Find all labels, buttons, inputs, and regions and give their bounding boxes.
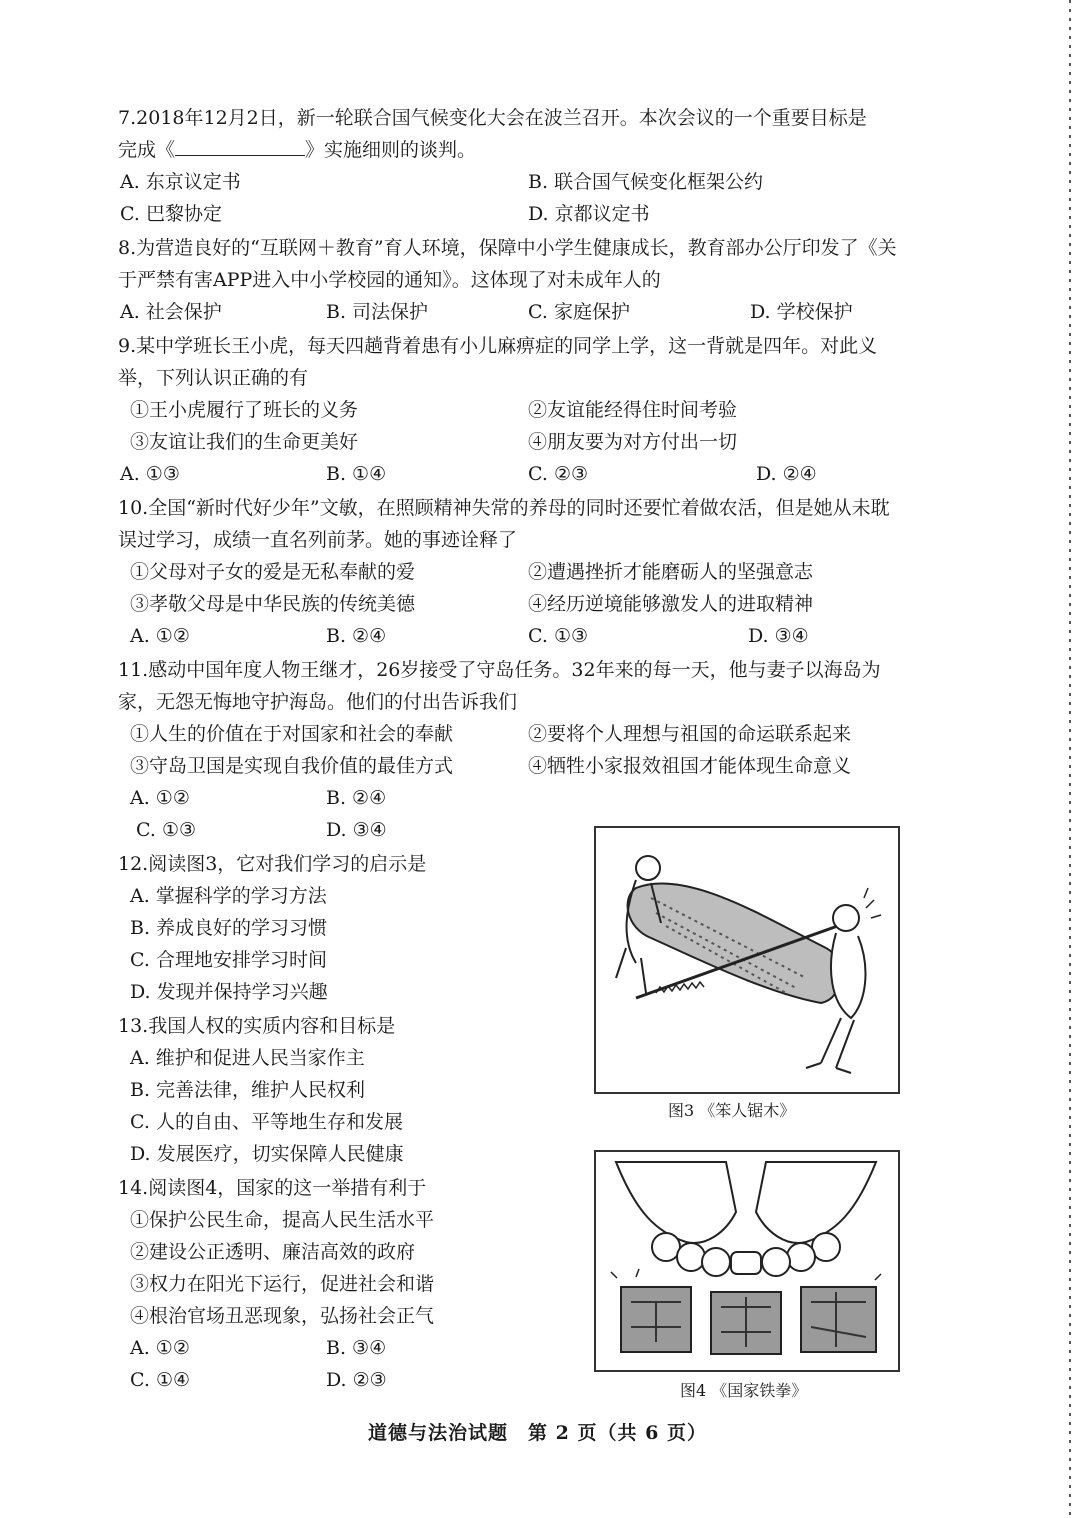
question-stem: 感动中国年度人物王继才，26岁接受了守岛任务。32年来的每一天，他与妻子以海岛为 <box>148 659 881 681</box>
question-stem: 我国人权的实质内容和目标是 <box>148 1015 396 1037</box>
statement-4: ④经历逆境能够激发人的进取精神 <box>528 593 814 615</box>
statement-1: ①保护公民生命，提高人民生活水平 <box>130 1209 435 1231</box>
question-stem: 于严禁有害APP进入中小学校园的通知》。这体现了对未成年人的 <box>118 269 661 291</box>
statement-4: ④朋友要为对方付出一切 <box>528 431 738 453</box>
question-9 <box>118 330 978 394</box>
option-c: C. ②③ <box>528 463 589 485</box>
option-a: A. ①② <box>130 625 190 647</box>
question-number: 9. <box>118 335 137 357</box>
option-d: D. ②④ <box>756 463 817 485</box>
question-stem: 完成《 <box>118 139 176 161</box>
question-stem: 》实施细则的谈判。 <box>305 139 477 161</box>
option-a: A. 维护和促进人民当家作主 <box>130 1047 365 1069</box>
sawing-log-illustration <box>596 828 898 1092</box>
statement-3: ③孝敬父母是中华民族的传统美德 <box>130 593 416 615</box>
question-stem: 家，无怨无悔地守护海岛。他们的付出告诉我们 <box>118 691 518 713</box>
question-number: 12. <box>118 853 149 875</box>
question-stem: 为营造良好的“互联网＋教育”育人环境，保障中小学生健康成长，教育部办公厅印发了《关 <box>136 237 897 259</box>
question-number: 14. <box>118 1177 149 1199</box>
option-c: C. ①④ <box>130 1369 191 1391</box>
statement-2: ②要将个人理想与祖国的命运联系起来 <box>528 723 852 745</box>
option-d: D. ③④ <box>748 625 809 647</box>
statement-1: ①王小虎履行了班长的义务 <box>130 399 359 421</box>
figure-4-caption: 图4 《国家铁拳》 <box>680 1381 808 1400</box>
option-b: B. 养成良好的学习习惯 <box>130 917 328 939</box>
question-stem: 误过学习，成绩一直名列前茅。她的事迹诠释了 <box>118 529 518 551</box>
question-stem: 2018年12月2日，新一轮联合国气候变化大会在波兰召开。本次会议的一个重要目标是 <box>136 107 867 129</box>
question-number: 11. <box>118 659 149 681</box>
option-a: A. 社会保护 <box>120 301 222 323</box>
option-a: A. 掌握科学的学习方法 <box>130 885 327 907</box>
option-c: C. 巴黎协定 <box>120 203 222 225</box>
option-d: D. 京都议定书 <box>528 203 650 225</box>
option-d: D. 发现并保持学习兴趣 <box>130 981 328 1003</box>
figure-4-cartoon <box>594 1150 900 1372</box>
option-b: B. 完善法律，维护人民权利 <box>130 1079 366 1101</box>
option-d: D. ③④ <box>326 819 387 841</box>
question-10 <box>118 492 978 556</box>
option-b: B. ③④ <box>326 1337 387 1359</box>
option-d: D. ②③ <box>326 1369 387 1391</box>
statement-1: ①父母对子女的爱是无私奉献的爱 <box>130 561 416 583</box>
figure-3-caption: 图3 《笨人锯木》 <box>668 1101 796 1120</box>
option-c: C. 家庭保护 <box>528 301 630 323</box>
iron-fist-illustration <box>596 1152 898 1370</box>
statement-2: ②友谊能经得住时间考验 <box>528 399 738 421</box>
question-number: 13. <box>118 1015 149 1037</box>
option-a: A. ①② <box>130 787 190 809</box>
statement-4: ④根治官场丑恶现象，弘扬社会正气 <box>130 1305 435 1327</box>
page-footer: 道德与法治试题 第 2 页（共 6 页） <box>368 1422 707 1444</box>
question-14 <box>118 1172 426 1204</box>
option-c: C. ①③ <box>136 819 197 841</box>
question-stem: 某中学班长王小虎，每天四趟背着患有小儿麻痹症的同学上学，这一背就是四年。对此义 <box>136 335 878 357</box>
option-a: A. ①② <box>130 1337 190 1359</box>
question-12 <box>118 848 426 880</box>
question-11 <box>118 654 978 718</box>
option-d: D. 学校保护 <box>750 301 853 323</box>
question-number: 7. <box>118 107 137 129</box>
option-a: A. 东京议定书 <box>120 171 241 193</box>
option-c: C. 人的自由、平等地生存和发展 <box>130 1111 403 1133</box>
statement-3: ③友谊让我们的生命更美好 <box>130 431 359 453</box>
statement-1: ①人生的价值在于对国家和社会的奉献 <box>130 723 454 745</box>
statement-3: ③守岛卫国是实现自我价值的最佳方式 <box>130 755 454 777</box>
question-stem: 阅读图3，它对我们学习的启示是 <box>148 853 427 875</box>
question-number: 10. <box>118 497 149 519</box>
statement-4: ④牺牲小家报效祖国才能体现生命意义 <box>528 755 852 777</box>
option-a: A. ①③ <box>120 463 180 485</box>
scan-edge <box>1069 0 1071 1518</box>
statement-2: ②建设公正透明、廉洁高效的政府 <box>130 1241 416 1263</box>
answer-blank <box>175 135 305 156</box>
option-b: B. 联合国气候变化框架公约 <box>528 171 764 193</box>
question-number: 8. <box>118 237 137 259</box>
option-c: C. ①③ <box>528 625 589 647</box>
statement-2: ②遭遇挫折才能磨砺人的坚强意志 <box>528 561 814 583</box>
question-8 <box>118 232 978 296</box>
option-b: B. ②④ <box>326 625 387 647</box>
question-7 <box>118 102 978 166</box>
option-c: C. 合理地安排学习时间 <box>130 949 327 971</box>
statement-3: ③权力在阳光下运行，促进社会和谐 <box>130 1273 435 1295</box>
option-b: B. 司法保护 <box>326 301 429 323</box>
option-b: B. ①④ <box>326 463 387 485</box>
option-b: B. ②④ <box>326 787 387 809</box>
figure-3-cartoon <box>594 826 900 1094</box>
question-stem: 阅读图4，国家的这一举措有利于 <box>148 1177 427 1199</box>
option-d: D. 发展医疗，切实保障人民健康 <box>130 1143 404 1165</box>
question-13 <box>118 1010 395 1042</box>
question-stem: 举，下列认识正确的有 <box>118 367 309 389</box>
question-stem: 全国“新时代好少年”文敏，在照顾精神失常的养母的同时还要忙着做农活，但是她从未耽 <box>148 497 890 519</box>
